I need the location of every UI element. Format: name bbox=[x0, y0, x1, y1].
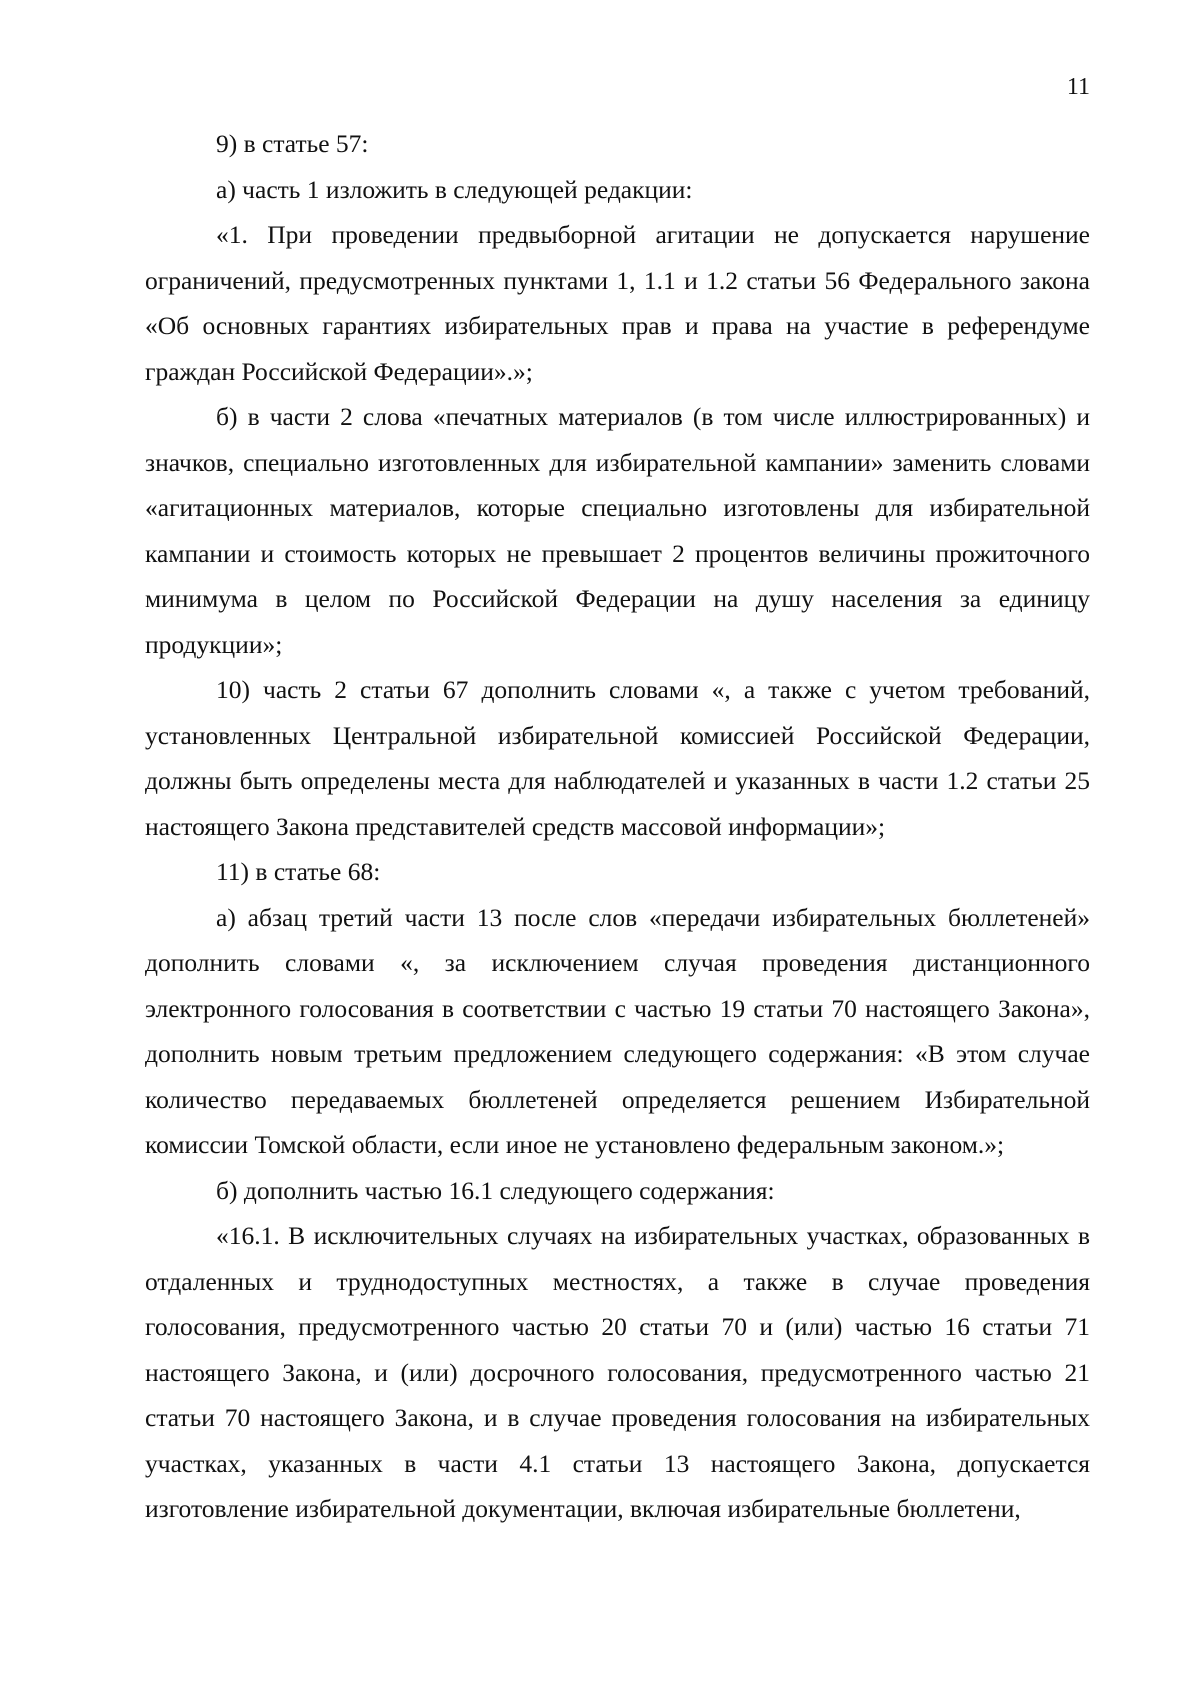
paragraph-item-10: 10) часть 2 статьи 67 дополнить словами «, а также с учетом требований, установленных Центральной избирательной комиссией Российской Федерации, должны быть определены места для наблюдателей и указанных в части 1.2 статьи 25 настоящего Закона представителей средств массовой информации»; bbox=[145, 675, 1090, 841]
page-number: 11 bbox=[1066, 74, 1090, 100]
paragraph-item-9: 9) в статье 57: bbox=[216, 129, 369, 158]
paragraph-subitem-b-68: б) дополнить частью 16.1 следующего содержания: bbox=[216, 1175, 775, 1205]
paragraph-subitem-a-68: а) абзац третий части 13 после слов «передачи избирательных бюллетеней» дополнить словами «, за исключением случая проведения дистанционного электронного голосования в соответствии с частью 19 статьи 70 настоящего Закона», дополнить новым третьим предложением следующего содержания: «В этом случае количество передаваемых бюллетеней определяется решением Избирательной комиссии Томской области, если иное не установлено федеральным законом.»; bbox=[145, 902, 1090, 1159]
paragraph-quote-part-1: «1. При проведении предвыборной агитации не допускается нарушение ограничений, предусмотренных пунктами 1, 1.1 и 1.2 статьи 56 Федерального закона «Об основных гарантиях избирательных прав и права на участие в референдуме граждан Российской Федерации».»; bbox=[145, 220, 1090, 386]
paragraph-quote-part-16-1: «16.1. В исключительных случаях на избирательных участках, образованных в отдаленных и труднодоступных местностях, а также в случае проведения голосования, предусмотренного частью 20 статьи 70 и (или) частью 16 статьи 71 настоящего Закона, и (или) досрочного голосования, предусмотренного частью 21 статьи 70 настоящего Закона, и в случае проведения голосования на избирательных участках, указанных в части 4.1 статьи 13 настоящего Закона, допускается изготовление избирательной документации, включая избирательные бюллетени, bbox=[145, 1221, 1090, 1523]
paragraph-subitem-a: а) часть 1 изложить в следующей редакции: bbox=[216, 174, 693, 204]
paragraph-subitem-b: б) в части 2 слова «печатных материалов (в том числе иллюстрированных) и значков, специально изготовленных для избирательной кампании» заменить словами «агитационных материалов, которые специально изготовлены для избирательной кампании и стоимость которых не превышает 2 процентов величины прожиточного минимума в целом по Российской Федерации на душу населения за единицу продукции»; bbox=[145, 402, 1090, 659]
paragraph-item-11: 11) в статье 68: bbox=[216, 857, 381, 886]
document-body bbox=[145, 121, 1090, 1532]
